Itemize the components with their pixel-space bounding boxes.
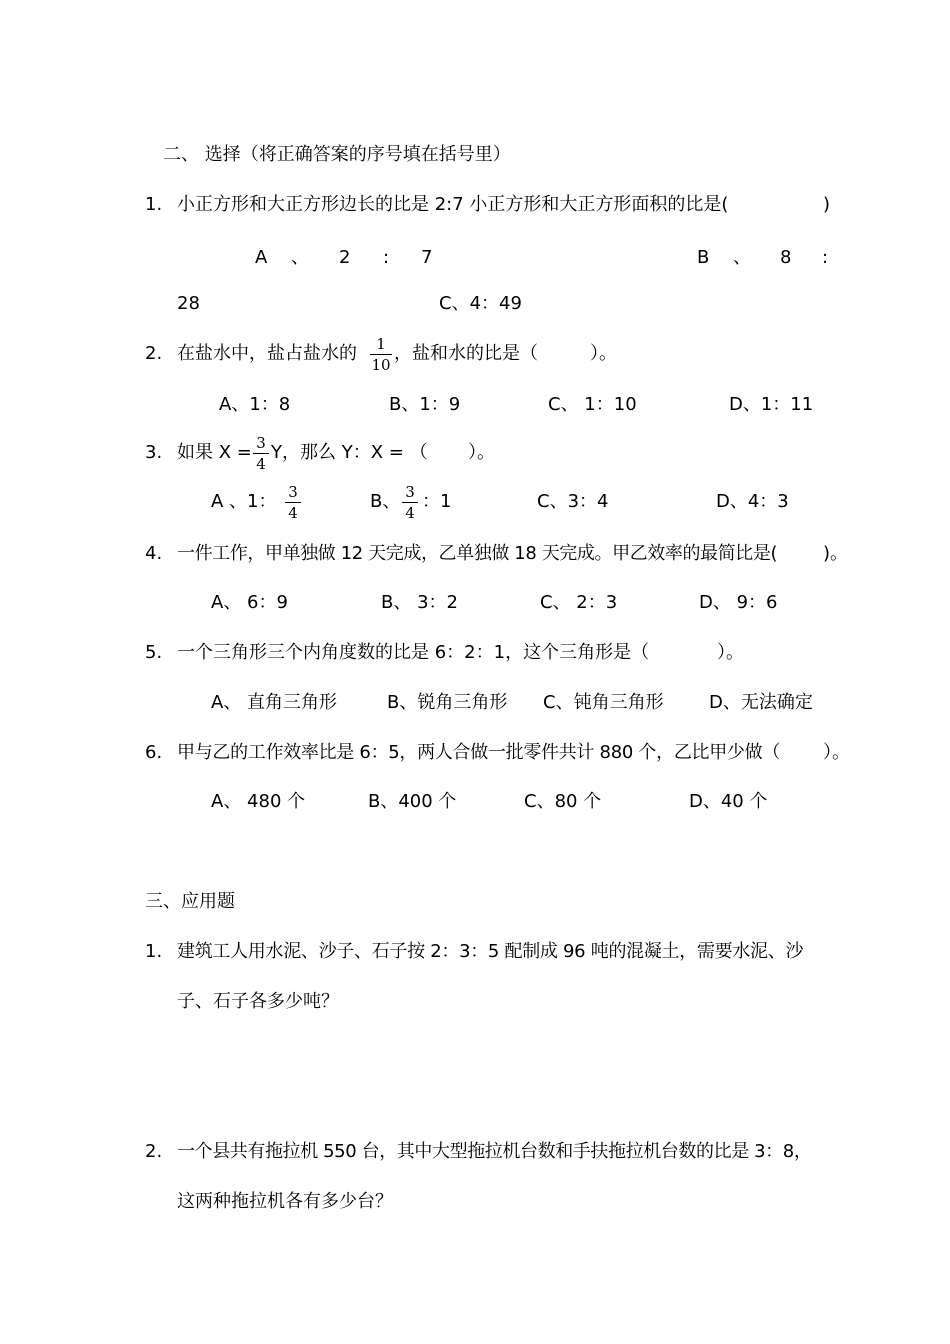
- question-text-continued: 子、石子各多少吨？: [177, 991, 339, 1012]
- question-number: 2.: [145, 1141, 163, 1162]
- option-a: A、 480 个: [211, 791, 306, 812]
- question-text-continued: 这两种拖拉机各有多少台？: [177, 1191, 393, 1212]
- question-text: 甲与乙的工作效率比是 6：5，两人合做一批零件共计 880 个，乙比甲少做（: [177, 742, 781, 763]
- option-d: D、4：3: [716, 491, 789, 512]
- question-text: 建筑工人用水泥、沙子、石子按 2：3：5 配制成 96 吨的混凝土，需要水泥、沙: [177, 941, 804, 962]
- question-close-paren: ）。: [823, 742, 850, 763]
- option-a: A、1：8: [219, 394, 291, 415]
- option-d: D、40 个: [689, 791, 768, 812]
- fraction: [285, 485, 301, 521]
- question-text: 小正方形和大正方形边长的比是 2:7 小正方形和大正方形面积的比是(: [177, 194, 729, 215]
- question-number: 2.: [145, 343, 163, 364]
- option-b-n2: 28: [177, 293, 200, 314]
- question-number: 1.: [145, 941, 163, 962]
- option-a: A、 6：9: [211, 592, 288, 613]
- fraction-denominator: 4: [288, 504, 298, 522]
- option-a: A 、1：: [211, 491, 277, 512]
- fraction-denominator: 10: [371, 356, 391, 374]
- fraction-numerator: 3: [256, 434, 266, 452]
- option-b-sep: 、: [733, 247, 751, 268]
- section-heading-application: 三、应用题: [145, 891, 235, 912]
- option-a: A、 直角三角形: [211, 692, 338, 713]
- question-close-paren: ）。: [590, 343, 617, 364]
- question-text: 在盐水中，盐占盐水的: [177, 343, 357, 364]
- question-text: ，盐和水的比是（: [394, 343, 538, 364]
- fraction-numerator: 3: [405, 483, 415, 501]
- option-b-letter: B: [697, 247, 710, 268]
- option-b: B、 3：2: [381, 592, 458, 613]
- option-b: B、1：9: [389, 394, 461, 415]
- option-b-n1: 8: [780, 247, 792, 268]
- option-d: D、无法确定: [709, 692, 813, 713]
- option-d: D、 9：6: [699, 592, 778, 613]
- question-number: 4.: [145, 543, 163, 564]
- question-number: 3.: [145, 442, 163, 463]
- option-a-n2: 7: [421, 247, 433, 268]
- question-text: 一件工作，甲单独做 12 天完成，乙单独做 18 天完成。甲乙效率的最简比是(: [177, 543, 778, 564]
- fraction-numerator: 1: [376, 335, 386, 353]
- option-b-colon: :: [822, 247, 829, 268]
- fraction-bar: [402, 502, 418, 503]
- question-number: 1.: [145, 194, 163, 215]
- option-d: D、1：11: [729, 394, 814, 415]
- fraction-bar: [253, 453, 269, 454]
- fraction-numerator: 3: [288, 483, 298, 501]
- question-close-paren: ): [823, 194, 831, 215]
- fraction-denominator: 4: [256, 455, 266, 473]
- option-a-sep: 、: [291, 247, 309, 268]
- option-a-colon: :: [383, 247, 390, 268]
- question-number: 6.: [145, 742, 163, 763]
- question-text: 如果 X =: [177, 442, 252, 463]
- question-close-paren: ）。: [717, 642, 744, 663]
- section-heading-choice: 二、 选择（将正确答案的序号填在括号里）: [163, 144, 511, 165]
- fraction: [370, 337, 392, 373]
- question-text: 一个县共有拖拉机 550 台，其中大型拖拉机台数和手扶拖拉机台数的比是 3：8，: [177, 1141, 812, 1162]
- question-number: 5.: [145, 642, 163, 663]
- fraction: [253, 436, 269, 472]
- fraction-bar: [370, 354, 392, 355]
- option-c: C、4：49: [439, 293, 522, 314]
- option-b-rest: ：1: [422, 491, 452, 512]
- option-c: C、80 个: [524, 791, 602, 812]
- question-close-paren: )。: [823, 543, 849, 564]
- option-a-n1: 2: [339, 247, 351, 268]
- question-close-paren: ）。: [468, 442, 495, 463]
- option-b: B、: [370, 491, 401, 512]
- question-text: Y，那么 Y：X = （: [271, 442, 428, 463]
- option-c: C、 1：10: [548, 394, 637, 415]
- option-c: C、3：4: [537, 491, 609, 512]
- option-c: C、 2：3: [540, 592, 618, 613]
- fraction: [402, 485, 418, 521]
- fraction-bar: [285, 502, 301, 503]
- option-b: B、锐角三角形: [387, 692, 508, 713]
- option-b: B、400 个: [368, 791, 457, 812]
- option-a-letter: A: [255, 247, 268, 268]
- option-c: C、钝角三角形: [543, 692, 664, 713]
- question-text: 一个三角形三个内角度数的比是 6：2：1，这个三角形是（: [177, 642, 650, 663]
- fraction-denominator: 4: [405, 504, 415, 522]
